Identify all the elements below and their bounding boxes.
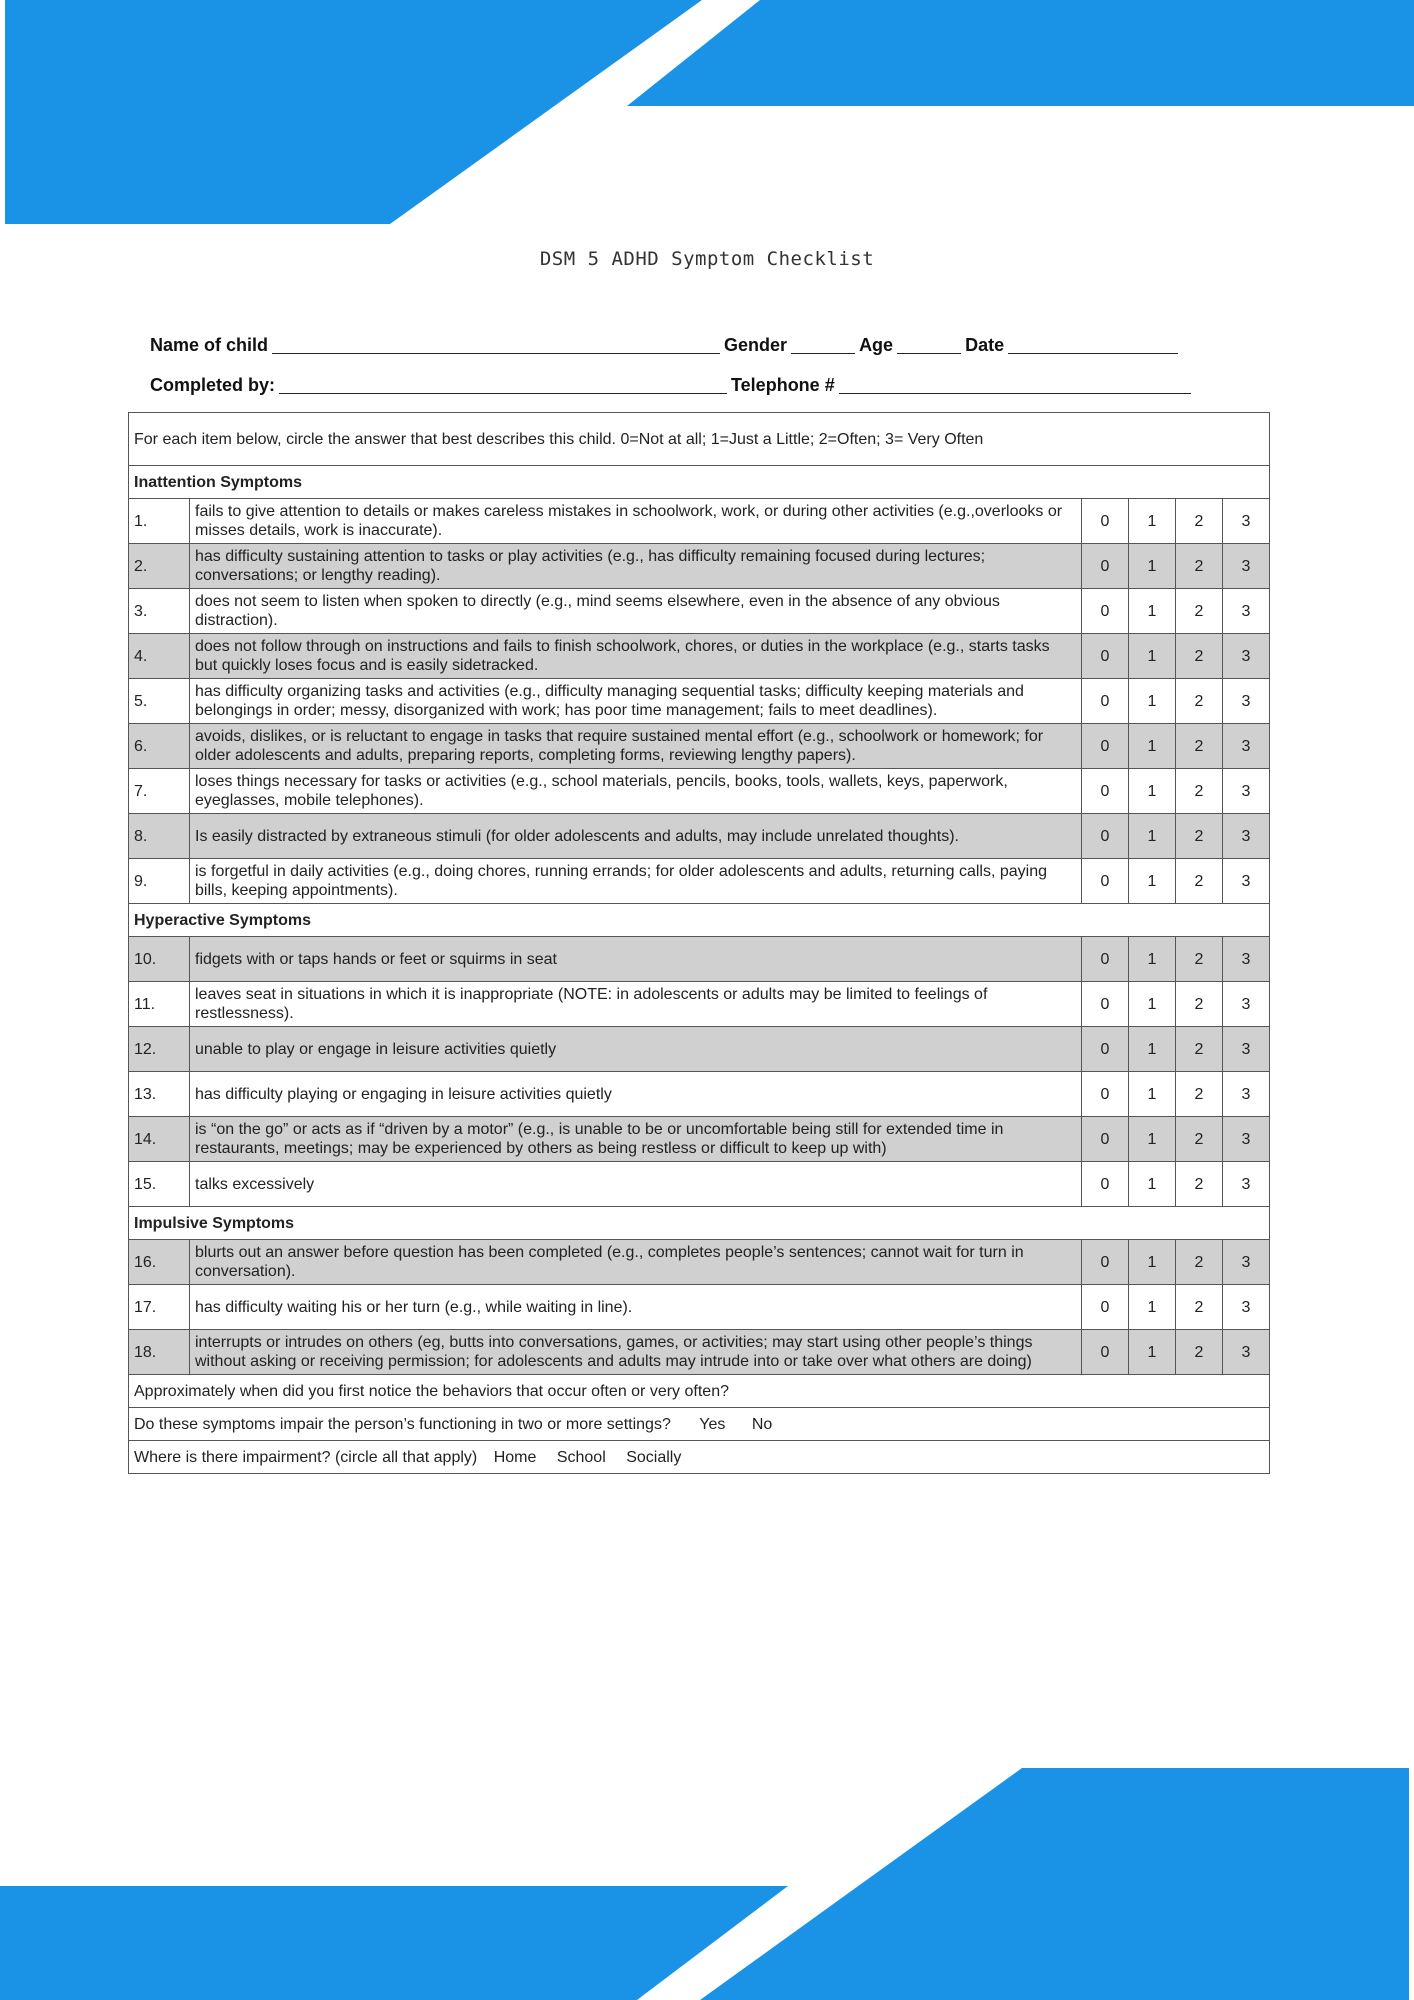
where-question-cell [129,1441,1270,1474]
rating-option-1[interactable]: 1 [1129,1285,1176,1330]
rating-option-3[interactable]: 3 [1223,589,1270,634]
symptom-row [129,937,1270,982]
item-number: 12. [129,1027,190,1072]
rating-option-0[interactable]: 0 [1082,937,1129,982]
item-text: blurts out an answer before question has been completed (e.g., completes people’s sentences; cannot wait for turn in conversation). [190,1240,1082,1285]
rating-option-3[interactable]: 3 [1223,1027,1270,1072]
rating-option-2[interactable]: 2 [1176,1330,1223,1375]
rating-option-1[interactable]: 1 [1129,499,1176,544]
rating-option-3[interactable]: 3 [1223,1162,1270,1207]
item-text: interrupts or intrudes on others (eg, butts into conversations, games, or activities; may start using other people’s things without asking or receiving permission; for adolescents and adults may intrude into or take over what others are doing) [190,1330,1082,1375]
symptom-row [129,1330,1270,1375]
rating-option-1[interactable]: 1 [1129,589,1176,634]
item-text: avoids, dislikes, or is reluctant to engage in tasks that require sustained mental effort (e.g., schoolwork or homework; for older adolescents and adults, preparing reports, completing forms, reviewing lengthy papers). [190,724,1082,769]
rating-option-0[interactable]: 0 [1082,679,1129,724]
rating-option-2[interactable]: 2 [1176,982,1223,1027]
name-field[interactable] [272,337,720,354]
school-option[interactable]: School [556,1448,606,1466]
item-text: has difficulty playing or engaging in leisure activities quietly [190,1072,1082,1117]
telephone-label: Telephone # [731,374,835,395]
item-number: 10. [129,937,190,982]
item-number: 2. [129,544,190,589]
rating-option-2[interactable]: 2 [1176,724,1223,769]
item-number: 13. [129,1072,190,1117]
symptom-row [129,544,1270,589]
item-text: leaves seat in situations in which it is inappropriate (NOTE: in adolescents or adults may be limited to feelings of restlessness). [190,982,1082,1027]
rating-option-1[interactable]: 1 [1129,1162,1176,1207]
rating-option-0[interactable]: 0 [1082,1027,1129,1072]
item-number: 6. [129,724,190,769]
symptom-row [129,724,1270,769]
section-title: Impulsive Symptoms [129,1207,1270,1240]
item-text: Is easily distracted by extraneous stimuli (for older adolescents and adults, may include unrelated thoughts). [190,814,1082,859]
name-label: Name of child [150,334,269,355]
item-text: does not seem to listen when spoken to directly (e.g., mind seems elsewhere, even in the absence of any obvious distraction). [190,589,1082,634]
header-row-1 [150,330,1240,360]
rating-option-1[interactable]: 1 [1129,544,1176,589]
rating-option-3[interactable]: 3 [1223,859,1270,904]
top-left-blue-shape [5,0,702,224]
rating-option-2[interactable]: 2 [1176,1027,1223,1072]
symptom-row [129,634,1270,679]
impair-question: Do these symptoms impair the person’s functioning in two or more settings? [134,1415,671,1433]
section-header-row [129,466,1270,499]
rating-option-3[interactable]: 3 [1223,1240,1270,1285]
top-right-blue-shape [627,0,1414,106]
rating-option-3[interactable]: 3 [1223,499,1270,544]
item-text: does not follow through on instructions and fails to finish schoolwork, chores, or duties in the workplace (e.g., starts tasks but quickly loses focus and is easily sidetracked. [190,634,1082,679]
rating-option-2[interactable]: 2 [1176,1117,1223,1162]
rating-option-3[interactable]: 3 [1223,1285,1270,1330]
footer-row-impair [129,1408,1270,1441]
item-text: is “on the go” or acts as if “driven by a motor” (e.g., is unable to be or uncomfortable being still for extended time in restaurants, meetings; may be experienced by others as being restless or difficult to keep up with) [190,1117,1082,1162]
item-text: fidgets with or taps hands or feet or squirms in seat [190,937,1082,982]
rating-option-0[interactable]: 0 [1082,982,1129,1027]
item-number: 3. [129,589,190,634]
rating-option-1[interactable]: 1 [1129,1072,1176,1117]
rating-option-3[interactable]: 3 [1223,679,1270,724]
rating-option-1[interactable]: 1 [1129,859,1176,904]
rating-option-0[interactable]: 0 [1082,544,1129,589]
rating-option-1[interactable]: 1 [1129,1330,1176,1375]
bottom-left-blue-shape [0,1886,788,2000]
rating-option-1[interactable]: 1 [1129,769,1176,814]
rating-option-3[interactable]: 3 [1223,1117,1270,1162]
rating-option-0[interactable]: 0 [1082,1117,1129,1162]
rating-option-1[interactable]: 1 [1129,1240,1176,1285]
rating-option-3[interactable]: 3 [1223,724,1270,769]
symptom-row [129,1027,1270,1072]
item-number: 8. [129,814,190,859]
rating-option-0[interactable]: 0 [1082,1285,1129,1330]
item-number: 11. [129,982,190,1027]
rating-option-0[interactable]: 0 [1082,814,1129,859]
rating-option-2[interactable]: 2 [1176,589,1223,634]
instructions-row [129,413,1270,466]
symptom-row [129,1240,1270,1285]
rating-option-3[interactable]: 3 [1223,1330,1270,1375]
item-number: 5. [129,679,190,724]
bottom-right-blue-shape [700,1768,1409,2000]
rating-option-2[interactable]: 2 [1176,769,1223,814]
item-number: 18. [129,1330,190,1375]
item-text: has difficulty organizing tasks and activities (e.g., difficulty managing sequential tasks; difficulty keeping materials and belongings in order; messy, disorganized with work; has poor time management; fails to meet deadlines). [190,679,1082,724]
age-field[interactable] [897,337,961,354]
rating-option-0[interactable]: 0 [1082,589,1129,634]
item-text: fails to give attention to details or makes careless mistakes in schoolwork, work, or during other activities (e.g.,overlooks or misses details, work is inaccurate). [190,499,1082,544]
rating-option-1[interactable]: 1 [1129,814,1176,859]
rating-option-1[interactable]: 1 [1129,937,1176,982]
section-title: Inattention Symptoms [129,466,1270,499]
item-number: 1. [129,499,190,544]
where-question: Where is there impairment? (circle all that apply) [134,1448,478,1466]
item-number: 9. [129,859,190,904]
item-text: is forgetful in daily activities (e.g., doing chores, running errands; for older adolescents and adults, returning calls, paying bills, keeping appointments). [190,859,1082,904]
rating-option-0[interactable]: 0 [1082,1240,1129,1285]
rating-option-3[interactable]: 3 [1223,937,1270,982]
symptom-row [129,679,1270,724]
footer-row-first-notice [129,1375,1270,1408]
section-header-row [129,904,1270,937]
rating-option-0[interactable]: 0 [1082,1072,1129,1117]
rating-option-0[interactable]: 0 [1082,859,1129,904]
footer-row-where [129,1441,1270,1474]
gender-label: Gender [724,334,788,355]
no-option[interactable]: No [751,1415,773,1433]
rating-option-3[interactable]: 3 [1223,1072,1270,1117]
item-number: 15. [129,1162,190,1207]
item-number: 7. [129,769,190,814]
rating-option-0[interactable]: 0 [1082,769,1129,814]
item-text: loses things necessary for tasks or activities (e.g., school materials, pencils, books, tools, wallets, keys, paperwork, eyeglasses, mobile telephones). [190,769,1082,814]
symptom-row [129,499,1270,544]
instructions: For each item below, circle the answer that best describes this child. 0=Not at all; 1=Just a Little; 2=Often; 3= Very Often [129,413,1270,466]
section-header-row [129,1207,1270,1240]
gender-field[interactable] [791,337,855,354]
rating-option-2[interactable]: 2 [1176,499,1223,544]
rating-option-2[interactable]: 2 [1176,634,1223,679]
symptom-row [129,1285,1270,1330]
item-number: 17. [129,1285,190,1330]
completed-by-label: Completed by: [150,374,276,395]
rating-option-2[interactable]: 2 [1176,1285,1223,1330]
page-title: DSM 5 ADHD Symptom Checklist [539,248,875,270]
item-text: talks excessively [190,1162,1082,1207]
date-field[interactable] [1008,337,1178,354]
rating-option-0[interactable]: 0 [1082,724,1129,769]
age-label: Age [859,334,894,355]
socially-option[interactable]: Socially [626,1448,682,1466]
symptom-row [129,589,1270,634]
yes-option[interactable]: Yes [699,1415,726,1433]
rating-option-2[interactable]: 2 [1176,679,1223,724]
rating-option-1[interactable]: 1 [1129,679,1176,724]
symptom-row [129,814,1270,859]
item-text: has difficulty sustaining attention to tasks or play activities (e.g., has difficulty remaining focused during lectures; conversations; or lengthy reading). [190,544,1082,589]
rating-option-2[interactable]: 2 [1176,814,1223,859]
item-number: 4. [129,634,190,679]
telephone-field[interactable] [839,377,1191,394]
section-title: Hyperactive Symptoms [129,904,1270,937]
impair-question-cell [129,1408,1270,1441]
rating-option-3[interactable]: 3 [1223,544,1270,589]
rating-option-0[interactable]: 0 [1082,499,1129,544]
rating-option-1[interactable]: 1 [1129,634,1176,679]
rating-option-3[interactable]: 3 [1223,982,1270,1027]
symptom-row [129,982,1270,1027]
rating-option-3[interactable]: 3 [1223,814,1270,859]
rating-option-3[interactable]: 3 [1223,634,1270,679]
item-text: has difficulty waiting his or her turn (e.g., while waiting in line). [190,1285,1082,1330]
date-label: Date [965,334,1005,355]
rating-option-2[interactable]: 2 [1176,544,1223,589]
symptom-row [129,859,1270,904]
first-notice-question: Approximately when did you first notice the behaviors that occur often or very often? [129,1375,1270,1408]
symptom-row [129,1072,1270,1117]
symptom-row [129,1162,1270,1207]
rating-option-1[interactable]: 1 [1129,724,1176,769]
rating-option-0[interactable]: 0 [1082,634,1129,679]
rating-option-2[interactable]: 2 [1176,1072,1223,1117]
item-number: 14. [129,1117,190,1162]
rating-option-2[interactable]: 2 [1176,1240,1223,1285]
completed-by-field[interactable] [279,377,727,394]
symptom-row [129,769,1270,814]
symptom-row [129,1117,1270,1162]
rating-option-0[interactable]: 0 [1082,1162,1129,1207]
item-number: 16. [129,1240,190,1285]
home-option[interactable]: Home [493,1448,537,1466]
rating-option-1[interactable]: 1 [1129,982,1176,1027]
symptom-checklist-table [128,412,1270,1474]
rating-option-0[interactable]: 0 [1082,1330,1129,1375]
rating-option-1[interactable]: 1 [1129,1027,1176,1072]
rating-option-2[interactable]: 2 [1176,937,1223,982]
item-text: unable to play or engage in leisure activities quietly [190,1027,1082,1072]
rating-option-2[interactable]: 2 [1176,1162,1223,1207]
header-row-2 [150,370,1240,400]
rating-option-3[interactable]: 3 [1223,769,1270,814]
rating-option-2[interactable]: 2 [1176,859,1223,904]
rating-option-1[interactable]: 1 [1129,1117,1176,1162]
